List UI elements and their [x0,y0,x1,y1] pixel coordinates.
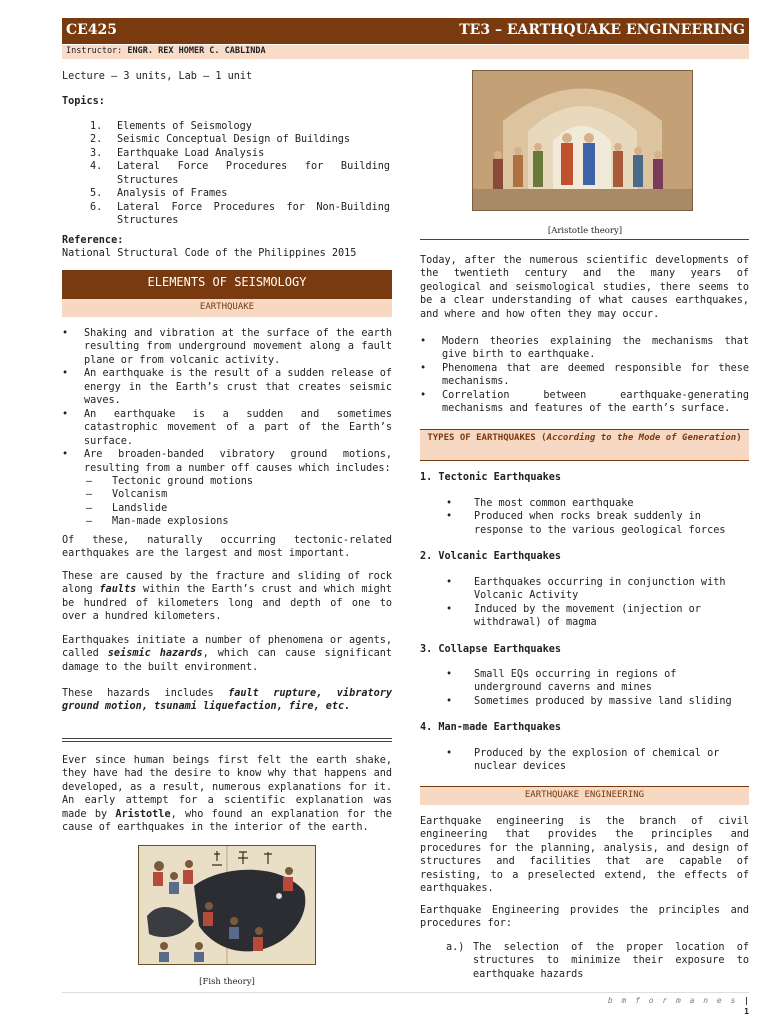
list-item: • Earthquakes occurring in conjunction with Volcanic Activity [446,576,749,603]
reference-heading: Reference: [62,235,124,246]
type-list-manmade [446,747,749,774]
aristotle-theory-image [472,70,693,211]
modern-theories-list [420,335,749,416]
list-item: • Phenomena that are deemed responsible for these mechanisms. [420,362,749,389]
course-title: TE3 – EARTHQUAKE ENGINEERING [459,22,745,38]
topic-item: 2. Seismic Conceptual Design of Buildings [90,134,351,146]
type-list-tectonic [446,497,749,537]
divider [420,239,749,240]
list-item: • Correlation between earthquake-generating mechanisms and features of the earth’s surface. [420,389,749,416]
type-heading-volcanic: 2. Volcanic Earthquakes [420,551,562,562]
topic-item: 5. Analysis of Frames [90,188,228,200]
list-item: – Man-made explosions [84,515,392,528]
page-number: 1 [744,1006,749,1016]
list-item: • Sometimes produced by massive land sliding [446,695,749,708]
type-heading-tectonic: 1. Tectonic Earthquakes [420,472,562,483]
paragraph-history: Ever since human beings first felt the earth shake, they have had the desire to know why that happens and developed, as a result, numerous explanations for it. An early attempt for a scientific explanation was made by Aristotle, who found an explanation for the cause of earthquakes in the interior of the earth. [62,755,392,834]
list-item: – Tectonic ground motions [84,475,392,488]
type-list-collapse [446,668,749,708]
school-of-athens-illustration [473,71,692,210]
section-title-elements: ELEMENTS OF SEISMOLOGY [62,270,392,299]
engineering-item-a: a.) The selection of the proper location of structures to minimize their exposure to earthquake hazards [446,942,749,980]
paragraph-tectonic: Of these, naturally occurring tectonic-related earthquakes are the largest and most important. [62,535,392,560]
course-code: CE425 [66,22,118,38]
list-item: • Induced by the movement (injection or withdrawal) of magma [446,603,749,630]
paragraph-today: Today, after the numerous scientific developments of the twentieth century and the many years of geological and seismological studies, there seems to be a clear understanding of what causes earthquakes, and where and how often they may occur. [420,255,749,320]
list-item: – Volcanism [84,488,392,501]
list-item: • Small EQs occurring in regions of underground caverns and mines [446,668,749,695]
list-item: • Modern theories explaining the mechanisms that give birth to earthquake. [420,335,749,362]
aristotle-theory-caption: [Aristotle theory] [547,226,623,236]
fish-illustration [139,846,315,964]
topic-item: 3. Earthquake Load Analysis [90,147,265,159]
topic-item: 4. Lateral Force Procedures for Building Structures [90,161,390,186]
list-item: • Produced by the explosion of chemical or nuclear devices [446,747,749,774]
type-heading-manmade: 4. Man-made Earthquakes [420,722,562,733]
list-item: • An earthquake is a sudden and sometimes catastrophic movement of a part of the Earth’s surface. [62,408,392,448]
fish-theory-image [138,845,316,965]
page-footer [600,996,749,1017]
footer-separator: | [744,996,749,1005]
paragraph-faults: These are caused by the fracture and sliding of rock along faults within the Earth’s crust and which might be hundred of kilometers long and depth of one to over a hundred kilometers. [62,571,392,623]
double-divider [62,738,392,742]
list-item: • Are broaden-banded vibratory ground motions, resulting from a number off causes which includes: [62,448,392,475]
topics-heading: Topics: [62,96,105,107]
paragraph-engineering-definition: Earthquake engineering is the branch of civil engineering that provides the principles and procedures for the planning, analysis, and design of structures and facilities that are capable of resisting, to a preselected extend, the effects of earthquakes. [420,816,749,895]
section-title-types: TYPES OF EARTHQUAKES (According to the Mode of Generation) [420,429,749,461]
section-title-engineering: EARTHQUAKE ENGINEERING [420,786,749,805]
instructor-name: ENGR. REX HOMER C. CABLINDA [127,46,266,56]
type-list-volcanic [446,576,749,630]
paragraph-hazard-list: These hazards includes fault rupture, vibratory ground motion, tsunami liquefaction, fire, etc. [62,688,392,713]
list-item: • Produced when rocks break suddenly in response to the various geological forces [446,510,749,537]
list-item: • Shaking and vibration at the surface of the earth resulting from underground movement along a fault plane or from volcanic activity. [62,327,392,367]
topic-item: 1. Elements of Seismology [90,121,252,132]
instructor-bar [62,45,749,59]
paragraph-engineering-principles: Earthquake Engineering provides the principles and procedures for: [420,905,749,930]
list-item: • An earthquake is the result of a sudden release of energy in the Earth’s crust that creates seismic waves. [62,367,392,407]
units-line: Lecture – 3 units, Lab – 1 unit [62,71,253,82]
instructor-label: Instructor: [66,46,123,56]
causes-list [62,475,392,529]
paragraph-hazards: Earthquakes initiate a number of phenomena or agents, called seismic hazards, which can cause significant damage to the built environment. [62,635,392,673]
subsection-title-earthquake: EARTHQUAKE [62,299,392,317]
type-heading-collapse: 3. Collapse Earthquakes [420,644,562,655]
footer-divider [62,992,749,993]
topic-item: 6. Lateral Force Procedures for Non-Building Structures [90,201,390,227]
course-header [62,18,749,44]
earthquake-definitions [62,327,392,529]
reference-text: National Structural Code of the Philippines 2015 [62,248,357,259]
footer-brand: b m f o r m a n e s [607,996,738,1005]
list-item: • The most common earthquake [446,497,749,510]
list-item: – Landslide [84,502,392,515]
topics-list [90,120,390,228]
fish-theory-caption: [Fish theory] [199,977,255,987]
